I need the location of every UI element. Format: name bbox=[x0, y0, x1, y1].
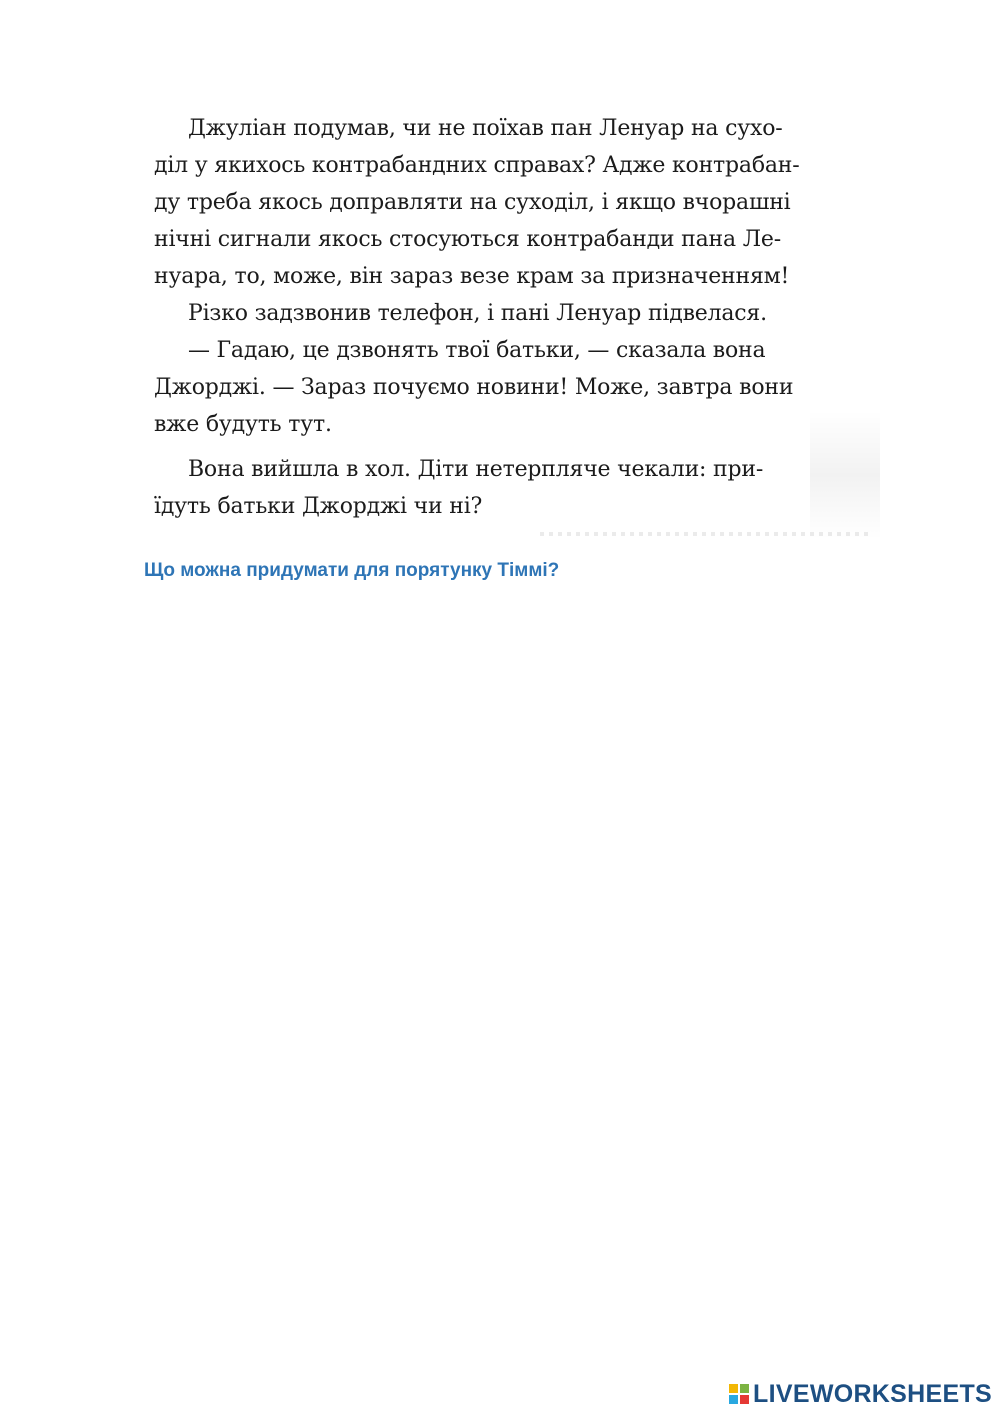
excerpt-line: нуара, то, може, він зараз везе крам за призначенням! bbox=[154, 264, 790, 289]
excerpt-line: — Гадаю, це дзвонять твої батьки, — сказала вона bbox=[154, 338, 766, 363]
excerpt-text bbox=[154, 110, 880, 525]
question-prompt: Що можна придумати для порятунку Тіммі? bbox=[144, 560, 560, 581]
scanned-book-excerpt bbox=[150, 110, 880, 550]
logo-square bbox=[729, 1384, 738, 1393]
excerpt-line: вже будуть тут. bbox=[154, 412, 332, 437]
paragraph-gap bbox=[154, 443, 880, 451]
excerpt-line: Джуліан подумав, чи не поїхав пан Ленуар на сухо- bbox=[154, 116, 783, 141]
scan-bleed-line bbox=[540, 532, 870, 536]
logo-square bbox=[729, 1395, 738, 1404]
liveworksheets-logo bbox=[729, 1379, 992, 1409]
excerpt-line: Різко задзвонив телефон, і пані Ленуар підвелася. bbox=[154, 301, 767, 326]
excerpt-line: ду треба якось доправляти на суходіл, і якщо вчорашні bbox=[154, 190, 791, 215]
excerpt-line: Вона вийшла в хол. Діти нетерпляче чекали: при- bbox=[154, 457, 764, 482]
excerpt-paragraph bbox=[154, 451, 880, 525]
excerpt-line: нічні сигнали якось стосуються контрабанди пана Ле- bbox=[154, 227, 781, 252]
logo-square bbox=[740, 1384, 749, 1393]
excerpt-paragraph bbox=[154, 110, 880, 443]
liveworksheets-logo-icon bbox=[729, 1384, 749, 1404]
excerpt-line: Джорджі. — Зараз почуємо новини! Може, завтра вони bbox=[154, 375, 794, 400]
excerpt-line: їдуть батьки Джорджі чи ні? bbox=[154, 494, 483, 519]
logo-square bbox=[740, 1395, 749, 1404]
excerpt-line: діл у якихось контрабандних справах? Адже контрабан- bbox=[154, 153, 800, 178]
logo-text: LIVEWORKSHEETS bbox=[753, 1379, 992, 1408]
